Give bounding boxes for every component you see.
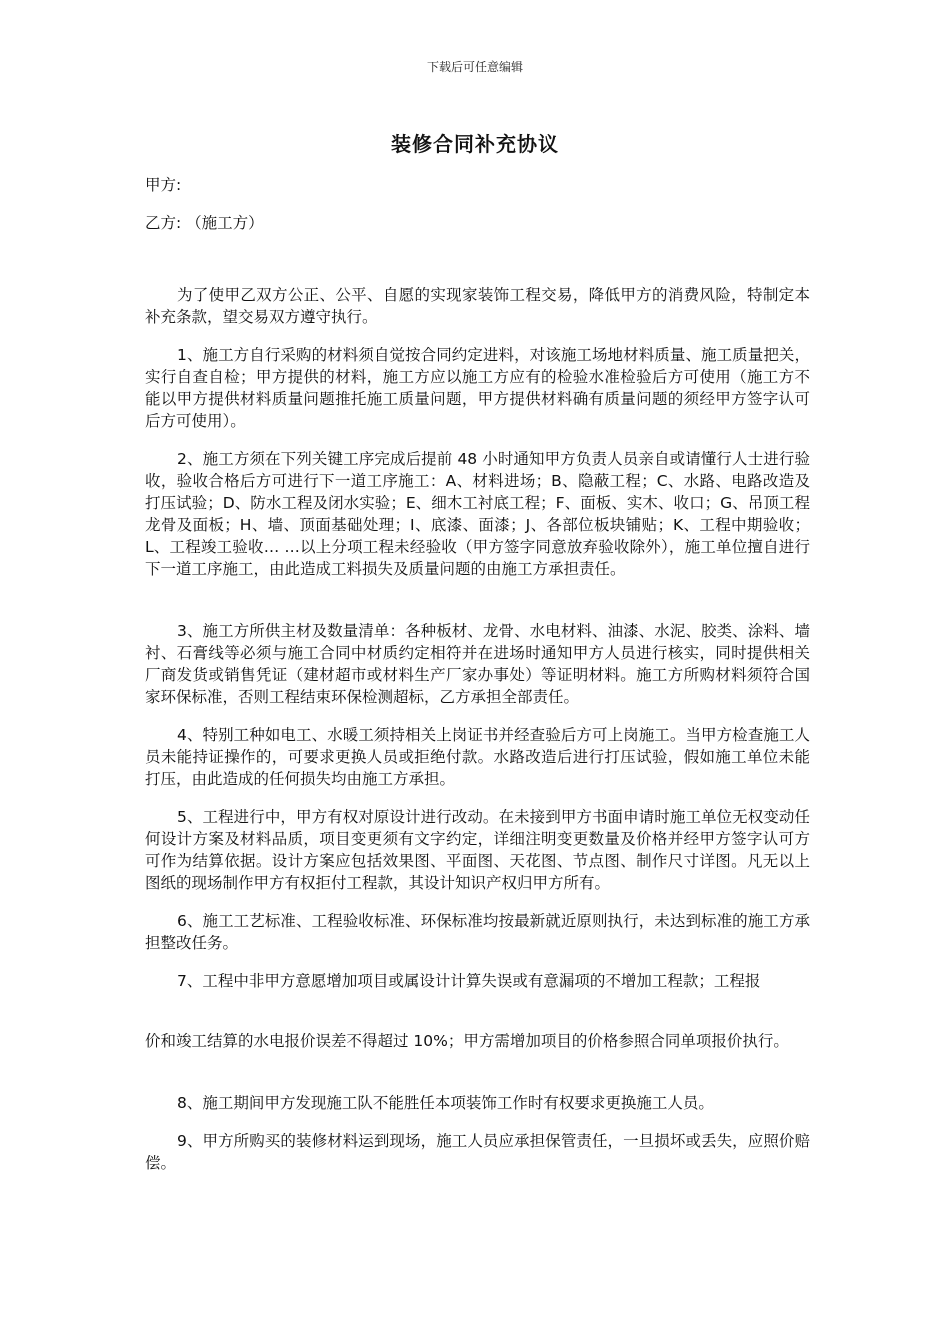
clause-1: 1、施工方自行采购的材料须自觉按合同约定进料，对该施工场地材料质量、施工质量把关，实行自查自检；甲方提供的材料，施工方应以施工方应有的检验水准检验后方可使用（施工方不能以甲方提供材料质量问题推托施工质量问题，甲方提供材料确有质量问题的须经甲方签字认可后方可使用）。 (145, 346, 810, 430)
clause-6: 6、施工工艺标准、工程验收标准、环保标准均按最新就近原则执行，未达到标准的施工方承担整改任务。 (145, 912, 810, 952)
clause-3: 3、施工方所供主材及数量清单：各种板材、龙骨、水电材料、油漆、水泥、胶类、涂料、墙衬、石膏线等必须与施工合同中材质约定相符并在进场时通知甲方人员进行核实，同时提供相关厂商发货或销售凭证（建材超市或材料生产厂家办事处）等证明材料。施工方所购材料须符合国家环保标准，否则工程结束环保检测超标，乙方承担全部责任。 (145, 622, 810, 706)
clause-4: 4、特别工种如电工、水暖工须持相关上岗证书并经查验后方可上岗施工。当甲方检查施工人员未能持证操作的，可要求更换人员或拒绝付款。水路改造后进行打压试验，假如施工单位未能打压，由此造成的任何损失均由施工方承担。 (145, 726, 810, 788)
clause-7-part-1: 7、工程中非甲方意愿增加项目或属设计计算失误或有意漏项的不增加工程款；工程报 (177, 972, 761, 990)
party-a-label: 甲方: (145, 176, 182, 194)
header-note: 下载后可任意编辑 (426, 60, 523, 74)
party-b-label: 乙方: （施工方） (145, 214, 264, 232)
intro-paragraph: 为了使甲乙双方公正、公平、自愿的实现家装饰工程交易，降低甲方的消费风险，特制定本补充条款，望交易双方遵守执行。 (145, 286, 810, 326)
clause-7-part-2: 价和竣工结算的水电报价误差不得超过 10%；甲方需增加项目的价格参照合同单项报价执行。 (145, 1032, 789, 1050)
clause-8: 8、施工期间甲方发现施工队不能胜任本项装饰工作时有权要求更换施工人员。 (177, 1094, 714, 1112)
clause-2: 2、施工方须在下列关键工序完成后提前 48 小时通知甲方负责人员亲自或请懂行人士进行验收，验收合格后方可进行下一道工序施工：A、材料进场；B、隐蔽工程；C、水路、电路改造及打压试验；D、防水工程及闭水实验；E、细木工衬底工程；F、面板、实木、收口；G、吊顶工程龙骨及面板；H、墙、顶面基础处理；I、底漆、面漆；J、各部位板块铺贴；K、工程中期验收；L、工程竣工验收… …以上分项工程未经验收（甲方签字同意放弃验收除外），施工单位擅自进行下一道工序施工，由此造成工料损失及质量问题的由施工方承担责任。 (145, 450, 810, 578)
clause-5: 5、工程进行中，甲方有权对原设计进行改动。在未接到甲方书面申请时施工单位无权变动任何设计方案及材料品质，项目变更须有文字约定，详细注明变更数量及价格并经甲方签字认可方可作为结算依据。设计方案应包括效果图、平面图、天花图、节点图、制作尺寸详图。凡无以上图纸的现场制作甲方有权拒付工程款，其设计知识产权归甲方所有。 (145, 808, 810, 892)
clause-9: 9、甲方所购买的装修材料运到现场，施工人员应承担保管责任，一旦损坏或丢失，应照价赔偿。 (145, 1132, 810, 1172)
document-title: 装修合同补充协议 (391, 132, 559, 156)
